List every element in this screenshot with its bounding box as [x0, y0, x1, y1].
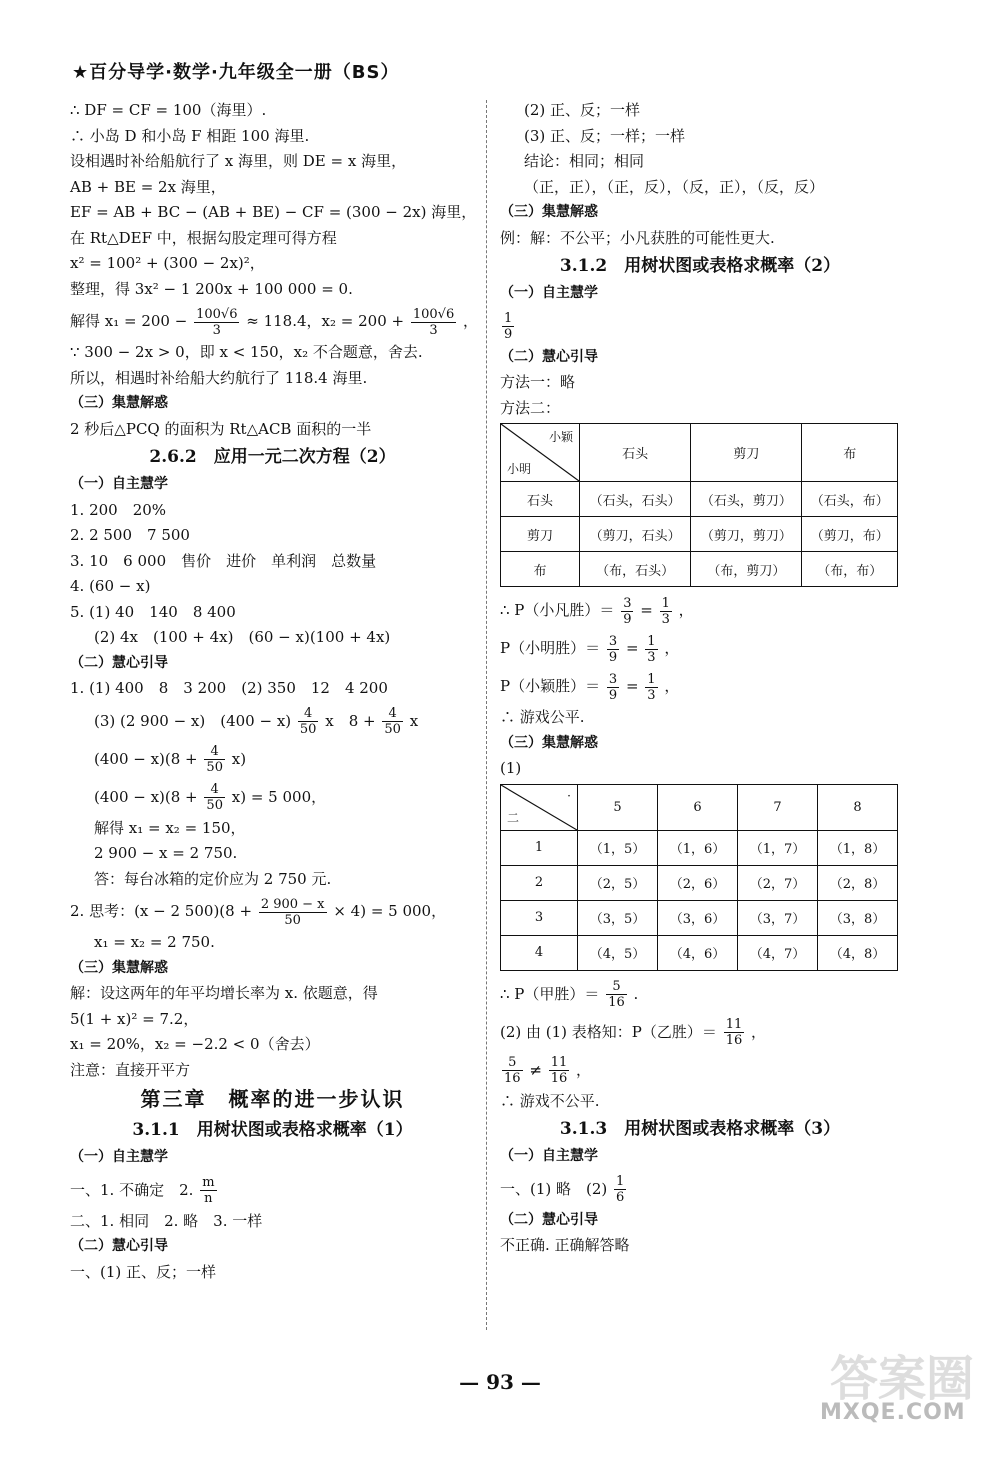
table-cell: （4，7）: [738, 935, 818, 970]
answer-line: 解得 x₁ = x₂ = 150，: [94, 818, 246, 837]
outcome-table-numbers: [500, 784, 898, 971]
table-row: [501, 482, 898, 517]
text-fragment: .: [633, 984, 639, 1003]
table-cell: （3，5）: [578, 900, 658, 935]
answer-line: 2. 2 500 7 500: [70, 526, 190, 544]
fraction: [607, 672, 619, 703]
numerator: 100√6: [412, 306, 455, 322]
table-cell: （石头，剪刀）: [691, 482, 802, 517]
table-cell: （布，布）: [802, 552, 898, 587]
table-header-cell: 剪刀: [691, 424, 802, 482]
text-line: ∴ DF = CF = 100（海里）.: [70, 101, 267, 119]
table-cell: （1，7）: [738, 830, 818, 865]
text-line: 5(1 + x)² = 7.2，: [70, 1009, 199, 1028]
text-line: 不正确. 正确解答略: [500, 1236, 630, 1254]
probability-line: [500, 667, 900, 705]
fraction: [660, 596, 672, 627]
numerator: 4: [382, 706, 403, 722]
probability-line: [500, 1013, 900, 1051]
corner-top-label: 小颖: [548, 430, 573, 444]
table-cell: （剪刀，布）: [802, 517, 898, 552]
table-row-head: 2: [501, 865, 578, 900]
answer-line: 3. 10 6 000 售价 进价 单利润 总数量: [70, 551, 377, 570]
answer-line: (3) 正、反；一样；一样: [524, 126, 686, 145]
answer-line: [70, 702, 475, 740]
numerator: 1: [647, 633, 656, 649]
answer-line: (2) 4x (100 + 4x) (60 − x)(100 + 4x): [94, 628, 391, 646]
denominator: 3: [429, 322, 438, 338]
denominator: 3: [212, 322, 221, 338]
table-row-head: 布: [501, 552, 580, 587]
answer-line: (2) 正、反；一样: [524, 101, 641, 119]
text-fragment: (2) 由 (1) 表格知：P（乙胜）＝: [500, 1022, 717, 1041]
denominator: 9: [623, 611, 632, 627]
answer-line: 2 900 − x = 2 750.: [94, 844, 238, 862]
text-line: x² = 100² + (300 − 2x)²，: [70, 254, 265, 272]
fraction: [259, 897, 327, 928]
denominator: 3: [661, 611, 670, 627]
text-fragment: ，: [463, 312, 479, 330]
table-row-head: 石头: [501, 482, 580, 517]
section-heading: （三）集慧解惑: [500, 204, 598, 220]
text-fragment: x 8 +: [325, 711, 376, 730]
text-line: EF = AB + BC − (AB + BE) − CF = (300 − 2x) 海里，: [70, 203, 477, 221]
fraction: [645, 672, 657, 703]
text-fragment: x) = 5 000，: [231, 787, 327, 806]
text-fragment: =: [640, 601, 653, 619]
text-line: 2 秒后△PCQ 的面积为 Rt△ACB 面积的一半: [70, 419, 372, 438]
text-fragment: =: [625, 639, 639, 657]
numerator: 5: [606, 979, 627, 995]
numerator: 1: [647, 671, 656, 687]
text-line: 设相遇时补给船航行了 x 海里，则 DE = x 海里，: [70, 152, 407, 170]
table-cell: （2，6）: [658, 865, 738, 900]
numerator: 5: [502, 1055, 523, 1071]
fraction: [606, 979, 627, 1010]
fraction: [200, 1175, 216, 1206]
text-line: AB + BE = 2x 海里，: [70, 177, 226, 196]
solution-line: [70, 302, 479, 340]
answer-line: 5. (1) 40 140 8 400: [70, 602, 236, 621]
table-header-row: [501, 784, 898, 830]
lesson-title: 3.1.2 用树状图或表格求概率（2）: [559, 256, 841, 276]
column-divider: [486, 100, 487, 1330]
denominator: 50: [206, 760, 223, 775]
answer-line: [70, 892, 475, 930]
answer-line: [70, 778, 475, 816]
denominator: 16: [504, 1071, 521, 1086]
table-corner-cell: [501, 424, 580, 482]
answer-line: [70, 1171, 475, 1209]
text-line: 方法二：: [500, 398, 561, 417]
lesson-title: 3.1.3 用树状图或表格求概率（3）: [559, 1119, 841, 1139]
denominator: n: [204, 1191, 213, 1206]
answer-line: 1. 200 20%: [70, 500, 167, 519]
text-fragment: ≠: [529, 1060, 542, 1079]
answer-line: 4. (60 − x): [70, 577, 151, 595]
fraction: [194, 307, 239, 338]
table-header-cell: 7: [738, 784, 818, 830]
denominator: 50: [206, 798, 223, 813]
fraction: [204, 782, 225, 813]
answer-line: 结论：相同；相同: [524, 152, 645, 170]
right-column: [500, 98, 900, 1259]
table-row: [501, 517, 898, 552]
numerator: 3: [623, 595, 632, 611]
fraction: [502, 311, 514, 342]
answer-line: 二、1. 相同 2. 略 3. 一样: [70, 1211, 263, 1230]
text-line: x₁ = 20%，x₂ = −2.2 < 0（舍去）: [70, 1035, 320, 1053]
text-line: 注意：直接开平方: [70, 1060, 191, 1079]
table-cell: （4，8）: [818, 935, 898, 970]
probability-line: [500, 629, 900, 667]
text-fragment: ，: [678, 601, 694, 619]
text-fragment: 解得 x₁ = 200 −: [70, 312, 188, 330]
table-row: [501, 830, 898, 865]
probability-line: [500, 975, 900, 1013]
text-line: ∴ 游戏公平.: [500, 708, 585, 726]
denominator: 16: [725, 1033, 743, 1048]
fraction: [607, 634, 619, 665]
table-cell: （1，8）: [818, 830, 898, 865]
section-heading: （二）慧心引导: [500, 348, 598, 365]
denominator: 6: [616, 1190, 625, 1205]
denominator: 3: [647, 649, 656, 665]
table-row: [501, 865, 898, 900]
fraction: [382, 706, 403, 737]
text-line: 例：解：不公平；小凡获胜的可能性更大.: [500, 228, 775, 247]
section-heading: （二）慧心引导: [70, 654, 168, 671]
table-row-head: 4: [501, 935, 578, 970]
table-cell: （2，5）: [578, 865, 658, 900]
denominator: 9: [504, 327, 513, 342]
answer-line: x₁ = x₂ = 2 750.: [94, 933, 215, 951]
outcome-table-rps: [500, 423, 898, 587]
text-fragment: (400 − x)(8 +: [94, 749, 198, 768]
numerator: 1: [616, 1174, 625, 1189]
denominator: 50: [284, 912, 301, 928]
text-fragment: ，: [576, 1060, 592, 1079]
numerator: 11: [550, 1055, 568, 1070]
text-fragment: ∴ P（小凡胜）＝: [500, 601, 615, 619]
fraction: [411, 307, 456, 338]
watermark-text: MXQE.COM: [820, 1400, 966, 1425]
text-line: (1): [500, 759, 522, 777]
section-heading: （一）自主慧学: [70, 1149, 168, 1165]
table-header-cell: 6: [658, 784, 738, 830]
numerator: 11: [725, 1017, 743, 1032]
section-heading: （一）自主慧学: [500, 1148, 598, 1164]
text-line: ∵ 300 − 2x > 0，即 x < 150，x₂ 不合题意，舍去.: [70, 343, 423, 361]
table-row-head: 1: [501, 830, 578, 865]
table-row: [501, 552, 898, 587]
fraction: [724, 1017, 745, 1048]
numerator: 100√6: [196, 306, 238, 322]
text-line: 解：设这两年的年平均增长率为 x. 依题意，得: [70, 984, 378, 1002]
text-fragment: (400 − x)(8 +: [94, 787, 198, 806]
text-fragment: 2. 思考：(x − 2 500)(8 +: [70, 902, 253, 920]
text-fragment: ，: [664, 677, 680, 695]
text-fragment: × 4) = 5 000，: [333, 902, 447, 920]
answer-line: 1. (1) 400 8 3 200 (2) 350 12 4 200: [70, 679, 388, 697]
text-line: ∴ 小岛 D 和小岛 F 相距 100 海里.: [70, 126, 310, 145]
table-cell: （4，5）: [578, 935, 658, 970]
table-cell: （2，7）: [738, 865, 818, 900]
section-heading: （三）集慧解惑: [70, 959, 168, 976]
numerator: 4: [204, 782, 225, 798]
answer-line: （正，正），（正，反），（反，正），（反，反）: [524, 177, 825, 196]
denominator: 16: [550, 1071, 568, 1086]
denominator: 3: [647, 687, 656, 703]
table-header-cell: 8: [818, 784, 898, 830]
probability-line: [500, 1051, 900, 1089]
text-fragment: x: [409, 711, 419, 730]
corner-bottom-label: 二: [507, 810, 520, 825]
table-cell: （剪刀，石头）: [580, 517, 691, 552]
table-cell: （布，剪刀）: [691, 552, 802, 587]
fraction: [549, 1055, 570, 1086]
fraction: [645, 634, 657, 665]
text-fragment: ，: [664, 639, 680, 657]
section-heading: （二）慧心引导: [500, 1211, 598, 1228]
text-fragment: 一、(1) 略 (2): [500, 1179, 608, 1198]
table-cell: （布，石头）: [580, 552, 691, 587]
fraction: [614, 1174, 626, 1205]
table-cell: （3，8）: [818, 900, 898, 935]
corner-top-label: ·: [567, 788, 571, 803]
fraction: [621, 596, 633, 627]
table-row: [501, 900, 898, 935]
numerator: 4: [204, 744, 225, 760]
text-line: 整理，得 3x² − 1 200x + 100 000 = 0.: [70, 279, 353, 298]
numerator: m: [202, 1175, 215, 1190]
watermark-logo: 答案圈: [830, 1351, 975, 1407]
chapter-title: 第三章 概率的进一步认识: [140, 1087, 405, 1111]
text-line: 方法一：略: [500, 373, 576, 391]
answer-line: [500, 307, 900, 345]
section-heading: （一）自主慧学: [500, 285, 598, 301]
text-fragment: ∴ P（甲胜）＝: [500, 984, 600, 1003]
table-header-cell: 石头: [580, 424, 691, 482]
answer-line: 一、(1) 正、反；一样: [70, 1262, 217, 1281]
table-row-head: 3: [501, 900, 578, 935]
lesson-title: 2.6.2 应用一元二次方程（2）: [149, 447, 396, 467]
answer-line: [500, 1170, 900, 1208]
table-cell: （2，8）: [818, 865, 898, 900]
section-heading: （三）集慧解惑: [500, 734, 598, 751]
text-line: 在 Rt△DEF 中，根据勾股定理可得方程: [70, 228, 337, 247]
section-heading: （一）自主慧学: [70, 476, 168, 492]
table-cell: （石头，石头）: [580, 482, 691, 517]
numerator: 1: [661, 595, 670, 611]
table-cell: （4，6）: [658, 935, 738, 970]
text-fragment: x): [231, 749, 247, 768]
numerator: 3: [608, 633, 618, 649]
table-header-row: [501, 424, 898, 482]
denominator: 16: [608, 995, 625, 1010]
answer-line: [70, 740, 475, 778]
text-fragment: =: [625, 677, 639, 695]
denominator: 9: [608, 687, 618, 703]
table-cell: （3，6）: [658, 900, 738, 935]
table-header-cell: 5: [578, 784, 658, 830]
table-header-cell: 布: [802, 424, 898, 482]
table-corner-cell: [501, 784, 578, 830]
numerator: 1: [504, 311, 513, 326]
text-fragment: P（小颖胜）＝: [500, 677, 601, 695]
section-heading: （二）慧心引导: [70, 1238, 168, 1254]
corner-bottom-label: 小明: [507, 462, 532, 476]
probability-line: [500, 591, 900, 629]
denominator: 50: [384, 722, 401, 737]
page-header: ★百分导学·数学·九年级全一册（BS）: [72, 62, 400, 83]
text-line: ∴ 游戏不公平.: [500, 1091, 600, 1110]
numerator: 3: [608, 671, 618, 687]
text-fragment: P（小明胜）＝: [500, 639, 601, 657]
table-cell: （剪刀，剪刀）: [691, 517, 802, 552]
section-heading: （三）集慧解惑: [70, 395, 168, 411]
text-fragment: 一、1. 不确定 2.: [70, 1180, 194, 1199]
text-line: 所以，相遇时补给船大约航行了 118.4 海里.: [70, 368, 368, 387]
text-fragment: ，: [751, 1022, 767, 1041]
answer-line: 答：每台冰箱的定价应为 2 750 元.: [94, 869, 332, 888]
lesson-title: 3.1.1 用树状图或表格求概率（1）: [132, 1120, 413, 1140]
fraction: [298, 706, 319, 737]
table-cell: （石头，布）: [802, 482, 898, 517]
numerator: 2 900 − x: [260, 896, 325, 912]
page-number: — 93 —: [459, 1370, 541, 1394]
left-column: [70, 98, 479, 1285]
table-cell: （1，5）: [578, 830, 658, 865]
denominator: 9: [608, 649, 618, 665]
denominator: 50: [299, 722, 317, 737]
numerator: 4: [298, 706, 319, 722]
fraction: [502, 1055, 523, 1086]
table-row: [501, 935, 898, 970]
text-fragment: ≈ 118.4，x₂ = 200 +: [246, 312, 405, 330]
fraction: [204, 744, 225, 775]
table-row-head: 剪刀: [501, 517, 580, 552]
table-cell: （3，7）: [738, 900, 818, 935]
table-cell: （1，6）: [658, 830, 738, 865]
text-fragment: (3) (2 900 − x) (400 − x): [94, 711, 292, 730]
